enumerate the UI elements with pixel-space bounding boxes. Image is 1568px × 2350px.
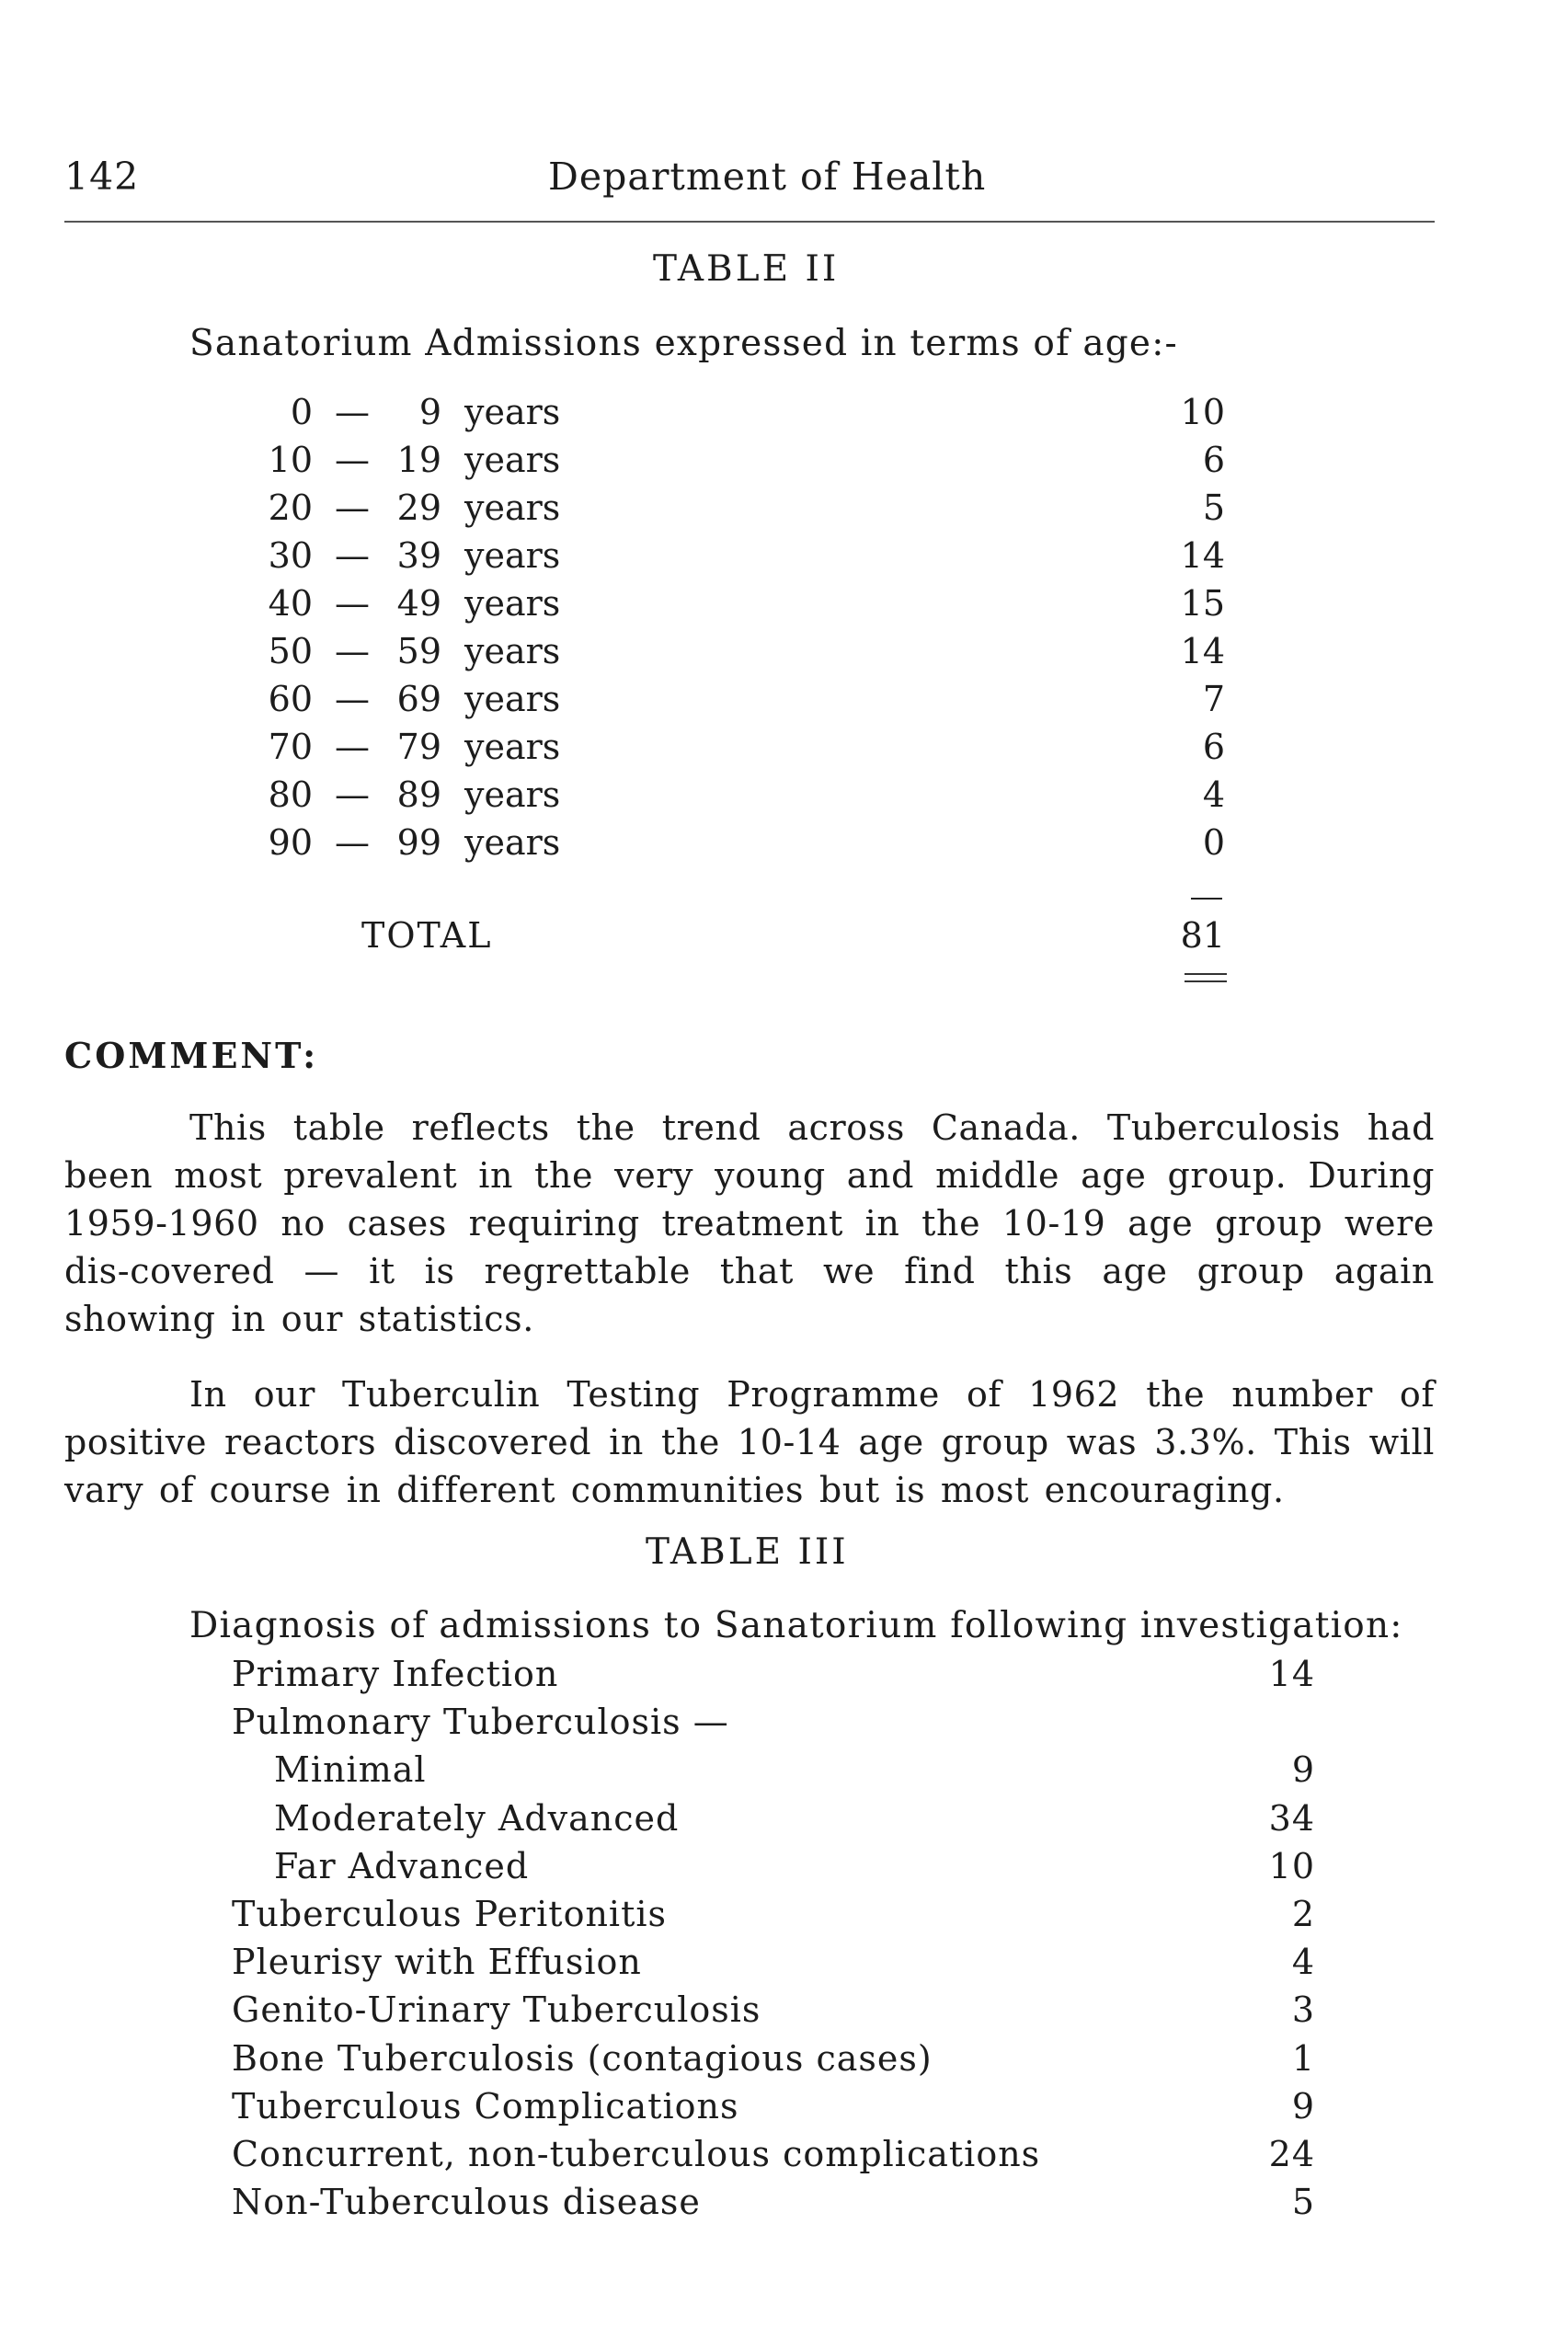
diagnosis-row (0, 1749, 1568, 1797)
diagnosis-label: Non-Tuberculous disease (232, 2182, 701, 2222)
diagnosis-row (0, 2038, 1568, 2086)
age-count: 14 (1180, 631, 1225, 671)
age-dash: — (335, 487, 370, 528)
age-dash: — (335, 774, 370, 815)
age-row (0, 583, 1568, 631)
sum-rule (1191, 898, 1222, 900)
comment-paragraph-2: In our Tuberculin Testing Programme of 1962 the number of positive reactors discovered in the 10-14 age group was 3.3%. This will vary of course in different communities but is most encouraging. (64, 1374, 1435, 1510)
age-from: 0 (290, 392, 313, 432)
age-to: 9 (418, 392, 441, 432)
age-unit: years (464, 631, 561, 671)
age-dash: — (335, 535, 370, 576)
diagnosis-label: Moderately Advanced (274, 1798, 680, 1839)
age-from: 10 (268, 440, 313, 480)
table-iii-heading: TABLE III (646, 1531, 849, 1573)
diagnosis-label: Tuberculous Complications (232, 2086, 739, 2126)
age-from: 70 (268, 727, 313, 767)
age-unit: years (464, 583, 561, 624)
age-row (0, 487, 1568, 535)
age-count: 4 (1202, 774, 1225, 815)
age-row (0, 727, 1568, 774)
age-dash: — (335, 631, 370, 671)
age-row (0, 631, 1568, 679)
diagnosis-row (0, 1846, 1568, 1894)
age-to: 69 (396, 679, 441, 719)
age-from: 30 (268, 535, 313, 576)
diagnosis-row (0, 2134, 1568, 2182)
total-double-rule (1185, 973, 1227, 982)
total-value: 81 (1180, 915, 1225, 956)
header-rule (64, 221, 1435, 223)
running-head: Department of Health (548, 155, 987, 199)
age-unit: years (464, 727, 561, 767)
diagnosis-count: 2 (1291, 1894, 1315, 1934)
age-to: 99 (396, 822, 441, 863)
diagnosis-label: Pulmonary Tuberculosis — (232, 1702, 729, 1742)
diagnosis-label: Primary Infection (232, 1654, 559, 1694)
diagnosis-row (0, 2086, 1568, 2134)
diagnosis-count: 3 (1291, 1989, 1315, 2030)
age-from: 60 (268, 679, 313, 719)
diagnosis-row (0, 1798, 1568, 1846)
diagnosis-row (0, 1702, 1568, 1749)
age-unit: years (464, 774, 561, 815)
age-count: 6 (1202, 727, 1225, 767)
comment-paragraph-1: This table reflects the trend across Canada. Tuberculosis had been most prevalent in the very young and middle age group. During 1959-1960 no cases requiring treatment in the 10-19 age group were dis-covered — it is regrettable that we find this age group again showing in our statistics. (64, 1107, 1435, 1339)
age-row (0, 392, 1568, 440)
age-dash: — (335, 392, 370, 432)
age-count: 6 (1202, 440, 1225, 480)
diagnosis-label: Far Advanced (274, 1846, 530, 1886)
diagnosis-row (0, 1894, 1568, 1942)
age-from: 80 (268, 774, 313, 815)
age-unit: years (464, 679, 561, 719)
diagnosis-count: 4 (1291, 1942, 1315, 1982)
age-count: 10 (1180, 392, 1225, 432)
diagnosis-row (0, 2182, 1568, 2230)
comment-heading: COMMENT: (64, 1035, 319, 1076)
age-from: 40 (268, 583, 313, 624)
diagnosis-count: 5 (1291, 2182, 1315, 2222)
diagnosis-label: Genito-Urinary Tuberculosis (232, 1989, 761, 2030)
age-to: 89 (396, 774, 441, 815)
diagnosis-count: 34 (1268, 1798, 1315, 1839)
age-row (0, 535, 1568, 583)
age-dash: — (335, 727, 370, 767)
age-unit: years (464, 822, 561, 863)
age-unit: years (464, 535, 561, 576)
age-unit: years (464, 392, 561, 432)
diagnosis-count: 14 (1268, 1654, 1315, 1694)
diagnosis-count: 24 (1268, 2134, 1315, 2174)
age-unit: years (464, 440, 561, 480)
diagnosis-row (0, 1942, 1568, 1989)
table-ii-heading: TABLE II (653, 248, 840, 290)
age-to: 49 (396, 583, 441, 624)
age-row (0, 440, 1568, 487)
age-row (0, 822, 1568, 870)
age-to: 39 (396, 535, 441, 576)
age-dash: — (335, 440, 370, 480)
age-row (0, 679, 1568, 727)
age-count: 0 (1202, 822, 1225, 863)
diagnosis-label: Minimal (274, 1749, 427, 1790)
age-count: 5 (1202, 487, 1225, 528)
age-dash: — (335, 583, 370, 624)
diagnosis-count: 9 (1291, 2086, 1315, 2126)
diagnosis-row (0, 1654, 1568, 1702)
age-from: 50 (268, 631, 313, 671)
diagnosis-count: 1 (1291, 2038, 1315, 2079)
age-count: 14 (1180, 535, 1225, 576)
diagnosis-label: Bone Tuberculosis (contagious cases) (232, 2038, 933, 2079)
age-unit: years (464, 487, 561, 528)
diagnosis-label: Concurrent, non-tuberculous complications (232, 2134, 1041, 2174)
table-iii-intro: Diagnosis of admissions to Sanatorium following investigation: (189, 1605, 1403, 1646)
age-to: 79 (396, 727, 441, 767)
diagnosis-row (0, 1989, 1568, 2037)
age-to: 19 (396, 440, 441, 480)
total-label: TOTAL (361, 915, 493, 956)
age-dash: — (335, 679, 370, 719)
age-row (0, 774, 1568, 822)
age-count: 15 (1180, 583, 1225, 624)
age-dash: — (335, 822, 370, 863)
age-from: 90 (268, 822, 313, 863)
diagnosis-label: Tuberculous Peritonitis (232, 1894, 668, 1934)
age-from: 20 (268, 487, 313, 528)
age-count: 7 (1202, 679, 1225, 719)
age-to: 59 (396, 631, 441, 671)
page-number: 142 (64, 155, 140, 199)
table-ii-intro: Sanatorium Admissions expressed in terms of age:- (189, 323, 1178, 364)
age-to: 29 (396, 487, 441, 528)
diagnosis-count: 9 (1291, 1749, 1315, 1790)
diagnosis-label: Pleurisy with Effusion (232, 1942, 642, 1982)
diagnosis-count: 10 (1268, 1846, 1315, 1886)
